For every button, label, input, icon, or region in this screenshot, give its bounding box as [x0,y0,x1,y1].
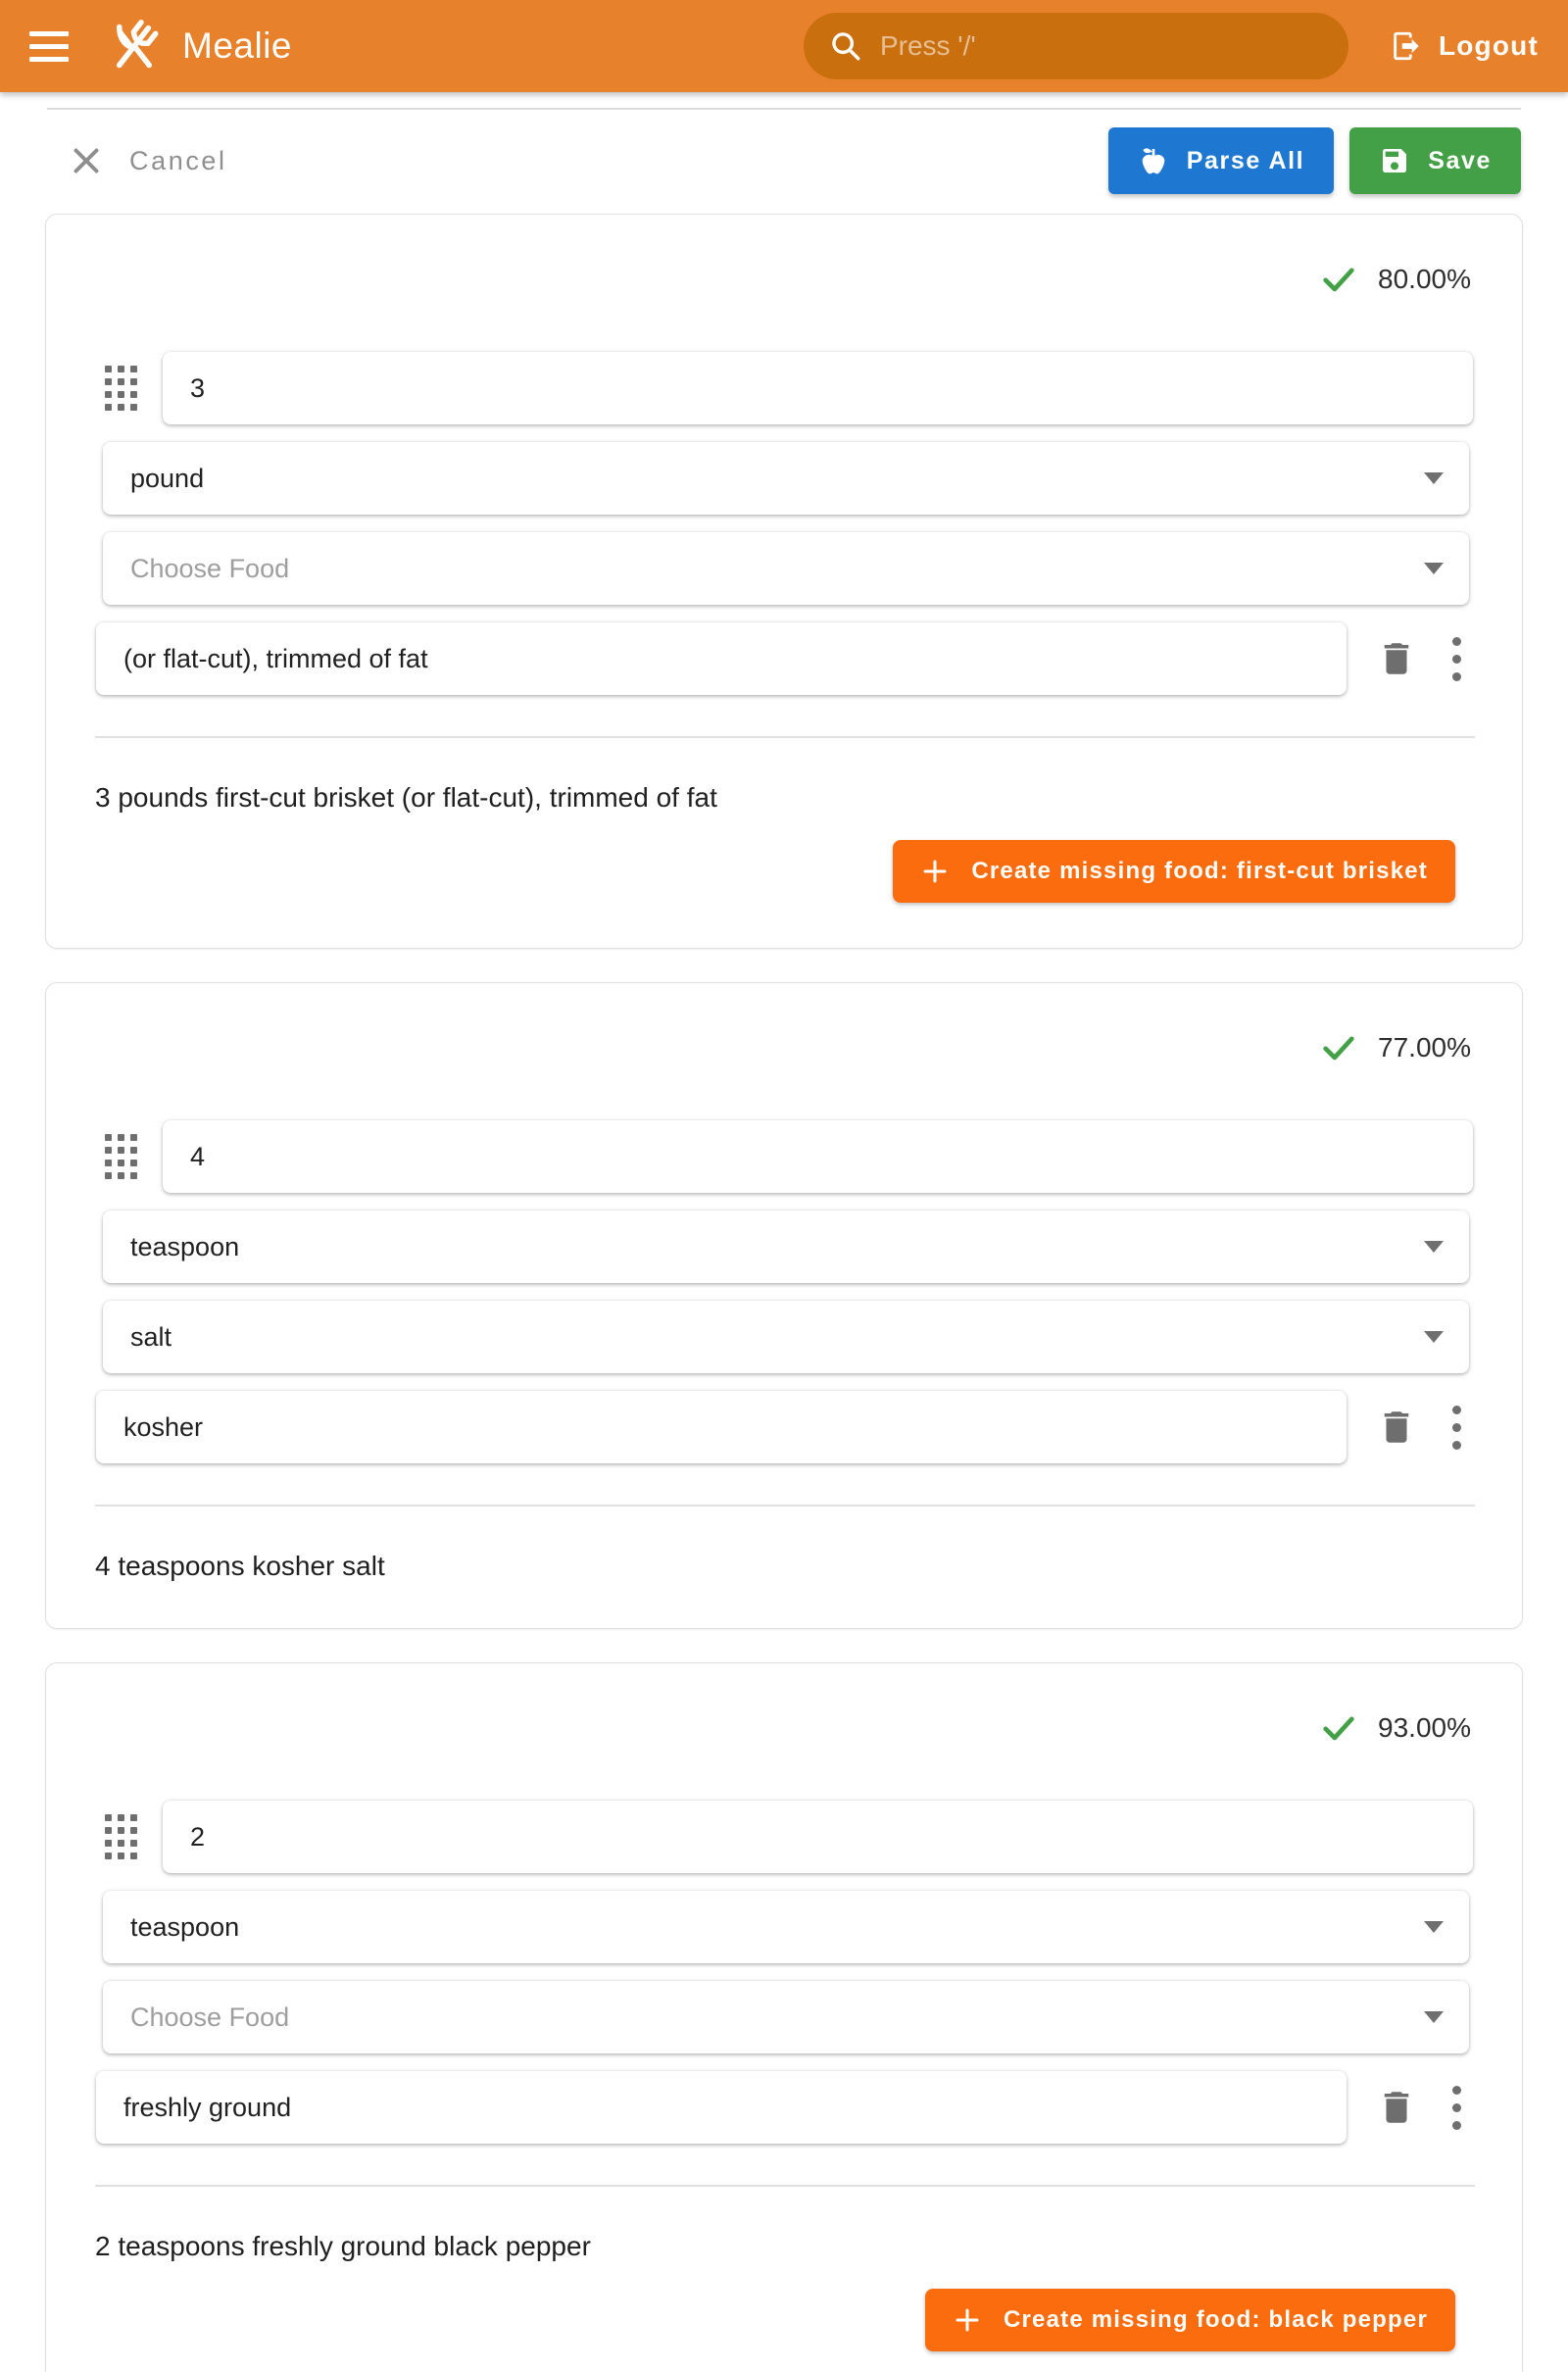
amount-field-wrap [163,1801,1473,1873]
unit-row [103,442,1469,515]
note-input[interactable] [96,1391,1347,1463]
trash-icon [1376,1407,1417,1448]
parse-all-label: Parse All [1186,146,1305,174]
ingredient-card [45,214,1523,949]
unit-row [103,1891,1469,1963]
confidence-row [46,262,1522,297]
food-input[interactable] [103,532,1410,605]
unit-select[interactable] [103,1211,1469,1283]
delete-ingredient-button[interactable] [1376,2087,1417,2128]
confidence-value: 80.00% [1378,264,1471,294]
notes-row [96,1391,1467,1463]
close-icon [69,143,104,178]
chevron-down-icon [1424,2011,1444,2023]
apple-icon [1138,145,1169,176]
amount-input[interactable] [163,1801,1473,1873]
food-select[interactable] [103,1981,1469,2053]
check-icon [1319,1028,1358,1067]
kebab-menu-icon [1452,637,1461,646]
create-missing-food-button[interactable] [893,840,1455,903]
notes-row [96,622,1467,695]
save-label: Save [1428,146,1492,174]
amount-input[interactable] [163,352,1473,424]
note-field-wrap [96,622,1347,695]
divider [95,1505,1475,1507]
app-title: Mealie [182,25,292,66]
amount-field-wrap [163,1120,1473,1193]
delete-ingredient-button[interactable] [1376,638,1417,679]
chevron-down-icon [1424,472,1444,484]
menu-icon[interactable] [29,21,80,72]
search-placeholder: Press '/' [879,30,976,61]
save-button[interactable] [1349,127,1521,194]
confidence-value: 93.00% [1378,1712,1471,1743]
divider [95,2185,1475,2187]
unit-input[interactable] [103,1891,1410,1963]
food-select[interactable] [103,1301,1469,1373]
create-food-row [46,840,1455,903]
app-bar [0,0,1568,92]
confidence-row [46,1030,1522,1065]
logout-icon [1390,29,1423,63]
note-field-wrap [96,2071,1347,2144]
food-select[interactable] [103,532,1469,605]
mealie-logo-icon [102,14,167,78]
plus-icon [953,2305,982,2335]
chevron-down-icon [1424,1241,1444,1253]
create-missing-food-button[interactable] [925,2289,1455,2351]
chevron-down-icon [1424,563,1444,574]
chevron-down-icon [1424,1921,1444,1933]
food-row [103,1981,1469,2053]
note-field-wrap [96,1391,1347,1463]
delete-ingredient-button[interactable] [1376,1407,1417,1448]
unit-select[interactable] [103,442,1469,515]
original-ingredient-text: 4 teaspoons kosher salt [95,1551,385,1581]
unit-select[interactable] [103,1891,1469,1963]
kebab-menu-icon [1452,1406,1461,1414]
trash-icon [1376,2087,1417,2128]
cancel-button[interactable] [69,143,227,178]
confidence-value: 77.00% [1378,1032,1471,1062]
search-icon [829,29,862,63]
drag-handle-icon[interactable] [105,366,137,411]
amount-row [105,1801,1473,1873]
plus-icon [920,857,950,886]
check-icon [1319,1708,1358,1748]
food-input[interactable] [103,1301,1410,1373]
food-row [103,532,1469,605]
check-icon [1319,260,1358,299]
original-ingredient-text: 3 pounds first-cut brisket (or flat-cut), trimmed of fat [95,782,717,813]
amount-input[interactable] [163,1120,1473,1193]
cancel-label: Cancel [129,145,227,175]
food-input[interactable] [103,1981,1410,2053]
search-input[interactable] [804,13,1348,79]
original-ingredient-text: 2 teaspoons freshly ground black pepper [95,2231,591,2261]
confidence-row [46,1710,1522,1746]
create-missing-food-label: Create missing food: first-cut brisket [971,858,1428,884]
ingredient-card-list [0,194,1568,2372]
create-missing-food-label: Create missing food: black pepper [1003,2306,1428,2333]
note-input[interactable] [96,622,1347,695]
kebab-menu-icon [1452,2086,1461,2095]
divider [95,736,1475,738]
parse-all-button[interactable] [1108,127,1334,194]
toolbar [0,92,1568,194]
ingredient-card [45,1662,1523,2372]
more-options-button[interactable] [1446,2082,1467,2134]
logout-label: Logout [1438,30,1539,61]
amount-row [105,352,1473,424]
chevron-down-icon [1424,1331,1444,1343]
unit-row [103,1211,1469,1283]
amount-row [105,1120,1473,1193]
note-input[interactable] [96,2071,1347,2144]
amount-field-wrap [163,352,1473,424]
drag-handle-icon[interactable] [105,1134,137,1179]
save-icon [1379,145,1410,176]
notes-row [96,2071,1467,2144]
ingredient-card [45,982,1523,1629]
more-options-button[interactable] [1446,1402,1467,1454]
unit-input[interactable] [103,442,1410,515]
logout-button[interactable] [1390,29,1539,63]
drag-handle-icon[interactable] [105,1814,137,1859]
create-food-row [46,2289,1455,2351]
trash-icon [1376,638,1417,679]
unit-input[interactable] [103,1211,1410,1283]
more-options-button[interactable] [1446,633,1467,685]
food-row [103,1301,1469,1373]
